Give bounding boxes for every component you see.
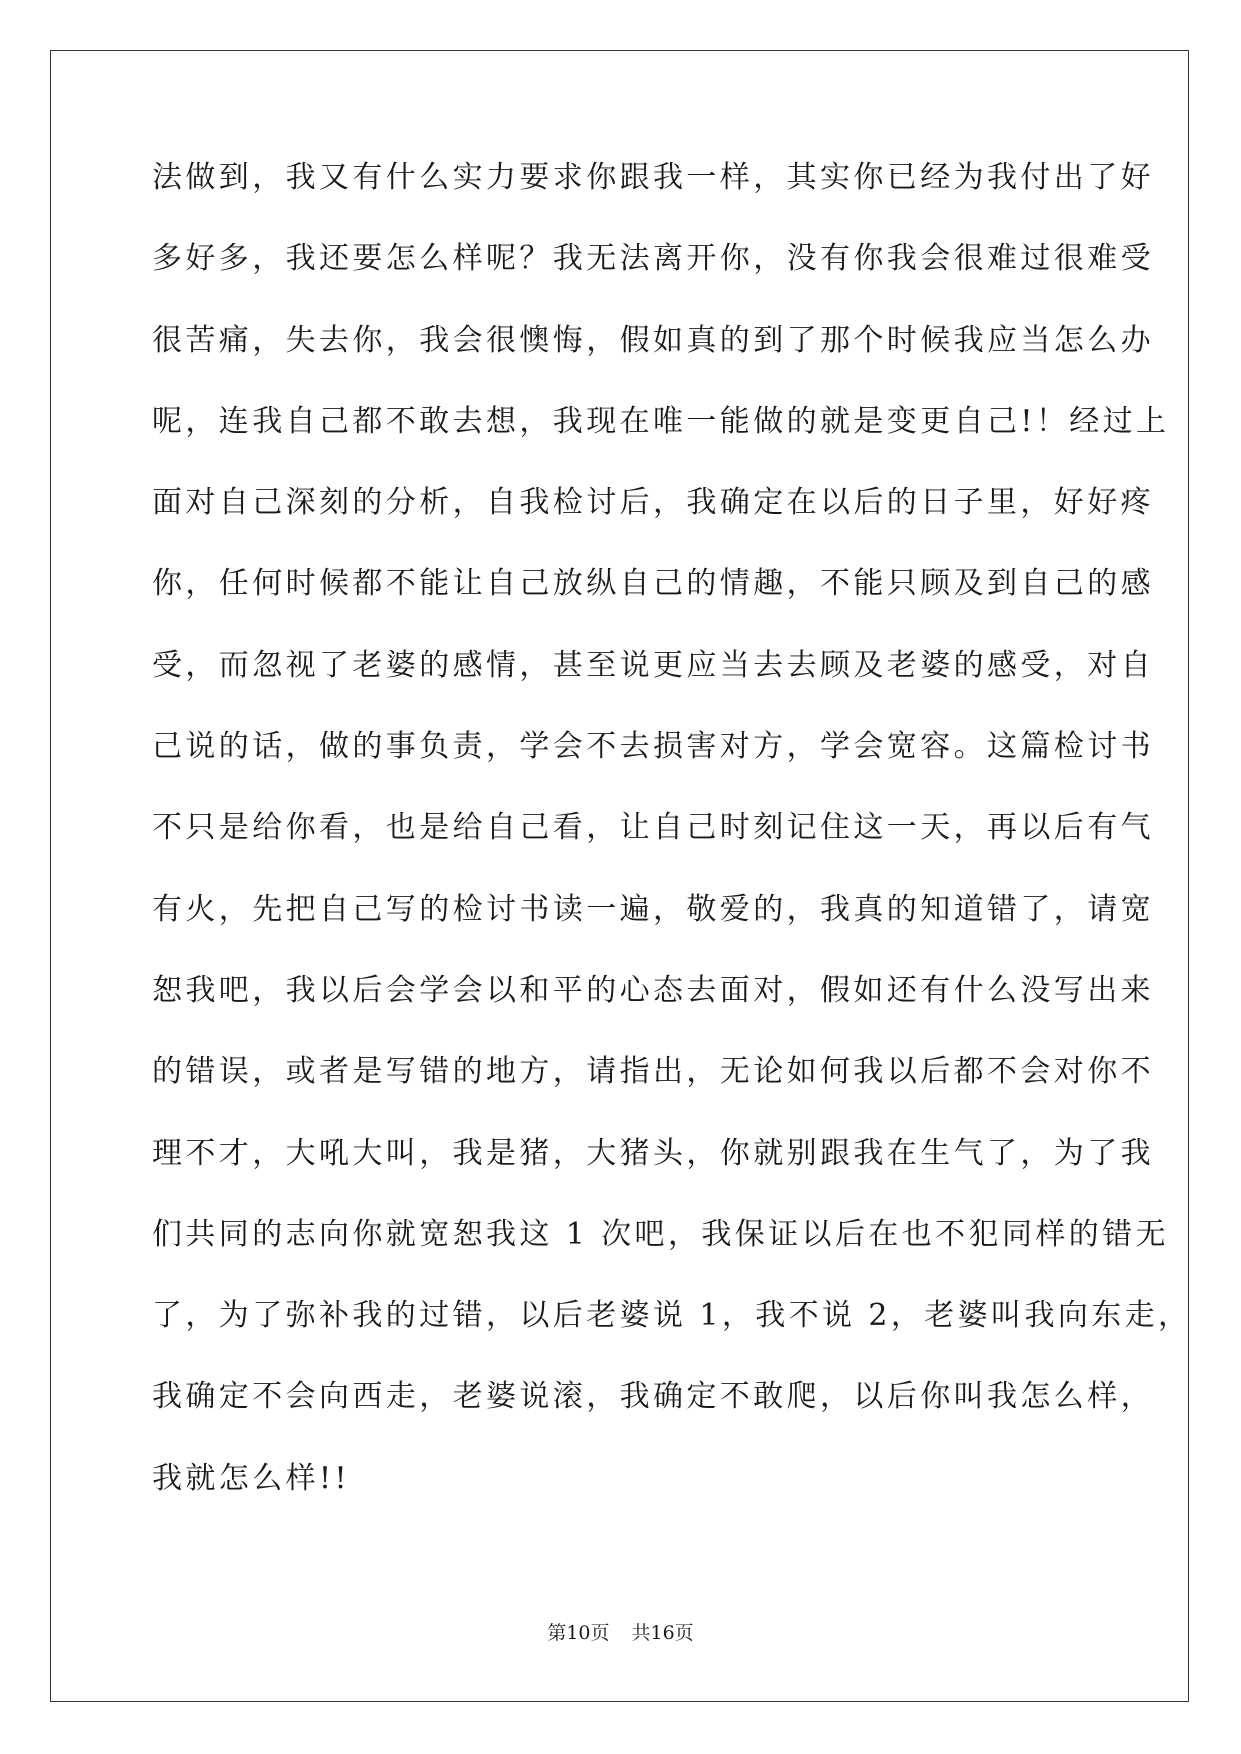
text-line: 己说的话，做的事负责，学会不去损害对方，学会宽容。这篇检讨书 [152,729,1154,765]
text-line: 们共同的志向你就宽恕我这 1 次吧，我保证以后在也不犯同样的错无 [152,1216,1169,1252]
text-line: 呢，连我自己都不敢去想，我现在唯一能做的就是变更自己!！经过上 [152,403,1170,439]
text-line: 恕我吧，我以后会学会以和平的心态去面对，假如还有什么没写出来 [152,972,1154,1008]
text-line: 的错误，或者是写错的地方，请指出，无论如何我以后都不会对你不 [152,1054,1154,1090]
text-line: 很苦痛，失去你，我会很懊悔，假如真的到了那个时候我应当怎么办 [152,322,1154,358]
text-line: 不只是给你看，也是给自己看，让自己时刻记住这一天，再以后有气 [152,810,1154,846]
text-line: 你，任何时候都不能让自己放纵自己的情趣，不能只顾及到自己的感 [152,566,1154,602]
page-total: 共16页 [631,1622,694,1644]
text-line: 了，为了弥补我的过错，以后老婆说 1，我不说 2，老婆叫我向东走， [152,1298,1192,1334]
text-line: 多好多，我还要怎么样呢？我无法离开你，没有你我会很难过很难受 [152,241,1154,277]
page-footer [0,1618,1241,1645]
text-line: 面对自己深刻的分析，自我检讨后，我确定在以后的日子里，好好疼 [152,485,1154,521]
text-line: 我就怎么样!! [152,1460,350,1496]
document-body [152,158,1192,1540]
text-line: 法做到，我又有什么实力要求你跟我一样，其实你已经为我付出了好 [152,160,1154,195]
text-line: 有火，先把自己写的检讨书读一遍，敬爱的，我真的知道错了，请宽 [152,891,1154,927]
text-line: 受，而忽视了老婆的感情，甚至说更应当去去顾及老婆的感受，对自 [152,647,1154,683]
text-line: 理不才，大吼大叫，我是猪，大猪头，你就别跟我在生气了，为了我 [152,1135,1154,1171]
page-number: 第10页 [547,1622,610,1644]
text-line: 我确定不会向西走，老婆说滚，我确定不敢爬，以后你叫我怎么样， [152,1379,1154,1415]
